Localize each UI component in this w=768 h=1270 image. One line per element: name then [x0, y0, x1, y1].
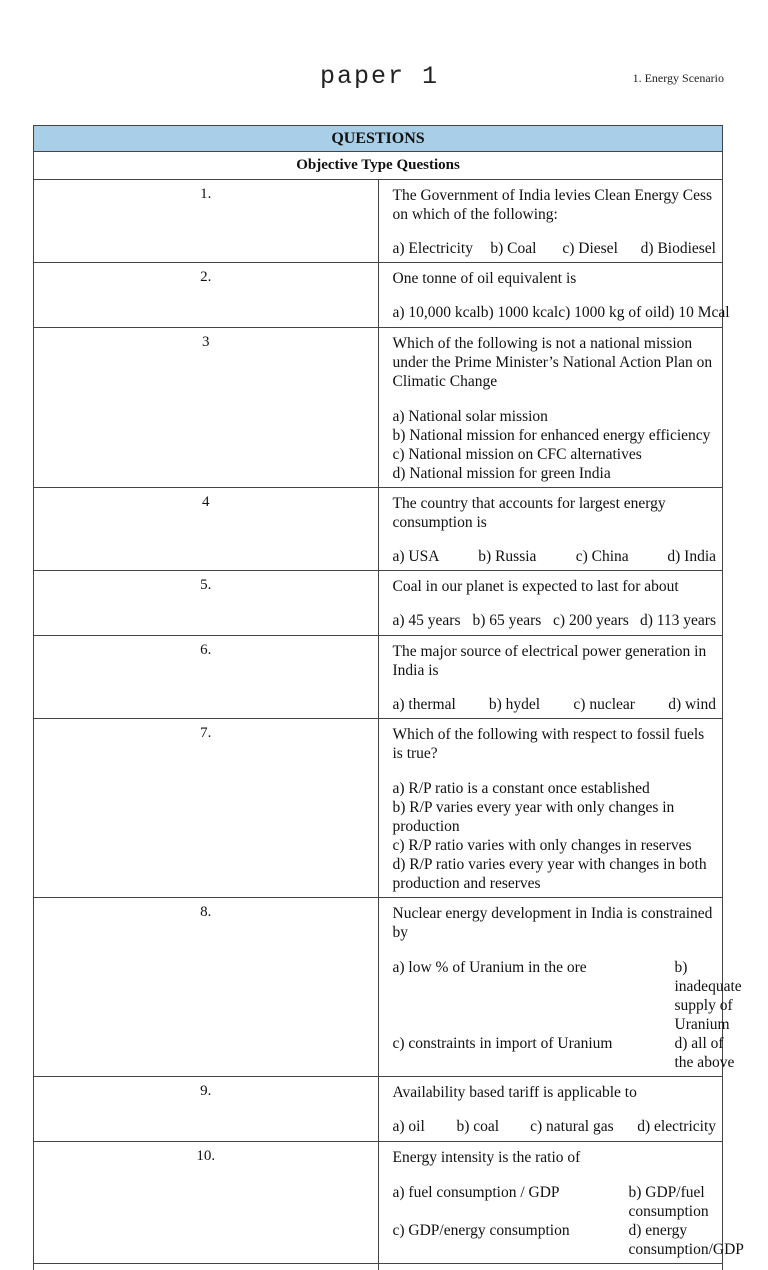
table-subheading: Objective Type Questions: [34, 152, 723, 180]
option: d) electricity: [637, 1118, 716, 1136]
option: b) 65 years: [472, 612, 553, 630]
question-text: One tonne of oil equivalent is: [393, 269, 717, 288]
question-row: [34, 1077, 723, 1142]
question-text: The Government of India levies Clean Energy Cess on which of the following:: [393, 186, 717, 224]
options-row: [393, 696, 717, 714]
option: b) GDP/fuel consumption: [629, 1183, 744, 1221]
option: d) energy consumption/GDP: [629, 1221, 744, 1259]
question-row: [34, 328, 723, 488]
option: d) 10 Mcal: [662, 304, 730, 322]
options-row: [393, 548, 717, 566]
option: c) 1000 kg of oil: [558, 304, 661, 322]
question-number: 4: [34, 488, 379, 571]
question-row: [34, 719, 723, 898]
question-row: [34, 898, 723, 1077]
options-row: [393, 1118, 717, 1136]
option: c) 200 years: [553, 612, 640, 630]
option: b) Coal: [490, 240, 562, 258]
question-number: 5.: [34, 571, 379, 636]
option: b) National mission for enhanced energy efficiency: [393, 426, 717, 445]
question-text: Availability based tariff is applicable to: [393, 1083, 717, 1102]
option: c) China: [576, 548, 668, 566]
chapter-label: 1. Energy Scenario: [633, 71, 724, 86]
question-text: Which of the following is not a national mission under the Prime Minister’s National Action Plan on Climatic Change: [393, 334, 717, 391]
question-row: [34, 263, 723, 328]
option: a) 45 years: [393, 612, 473, 630]
question-row: [34, 571, 723, 636]
option: d) R/P ratio varies every year with changes in both production and reserves: [393, 855, 717, 893]
option: c) constraints in import of Uranium: [393, 1034, 675, 1072]
option: a) USA: [393, 548, 479, 566]
options-grid: [393, 1183, 717, 1259]
option: c) GDP/energy consumption: [393, 1221, 629, 1259]
option: d) Biodiesel: [641, 240, 716, 258]
question-text: Nuclear energy development in India is constrained by: [393, 904, 717, 942]
question-number: 7.: [34, 719, 379, 898]
question-number: 1.: [34, 180, 379, 263]
option: a) oil: [393, 1118, 457, 1136]
options-row: [393, 304, 717, 322]
option: c) R/P ratio varies with only changes in reserves: [393, 836, 717, 855]
options-list: [393, 407, 717, 483]
options-list: [393, 779, 717, 893]
question-row: [34, 1142, 723, 1264]
option: d) National mission for green India: [393, 464, 717, 483]
questions-table: [33, 125, 723, 1270]
option: b) coal: [456, 1118, 530, 1136]
option: d) wind: [668, 696, 716, 714]
options-row: [393, 612, 717, 630]
option: c) National mission on CFC alternatives: [393, 445, 717, 464]
option: a) low % of Uranium in the ore: [393, 958, 675, 1034]
options-row: [393, 240, 717, 258]
question-number: 3: [34, 328, 379, 488]
option: a) 10,000 kcal: [393, 304, 481, 322]
option: a) R/P ratio is a constant once established: [393, 779, 717, 798]
option: b) inadequate supply of Uranium: [675, 958, 742, 1034]
question-row: [34, 488, 723, 571]
option: b) hydel: [489, 696, 574, 714]
question-text: The country that accounts for largest energy consumption is: [393, 494, 717, 532]
option: a) Electricity: [393, 240, 491, 258]
question-number: 6.: [34, 636, 379, 719]
options-grid: [393, 958, 717, 1072]
option: d) India: [667, 548, 716, 566]
option: d) all of the above: [675, 1034, 742, 1072]
option: a) National solar mission: [393, 407, 717, 426]
question-number: 2.: [34, 263, 379, 328]
question-text: Energy intensity is the ratio of: [393, 1148, 717, 1167]
table-bottom: [34, 1264, 723, 1270]
question-text: The major source of electrical power generation in India is: [393, 642, 717, 680]
option: c) nuclear: [573, 696, 668, 714]
question-row: [34, 180, 723, 263]
question-row: [34, 636, 723, 719]
table-heading: QUESTIONS: [34, 126, 723, 152]
option: a) thermal: [393, 696, 489, 714]
option: d) 113 years: [640, 612, 716, 630]
option: b) R/P varies every year with only changes in production: [393, 798, 717, 836]
option: c) natural gas: [530, 1118, 637, 1136]
question-text: Which of the following with respect to fossil fuels is true?: [393, 725, 717, 763]
question-number: 10.: [34, 1142, 379, 1264]
option: b) Russia: [478, 548, 575, 566]
question-number: 9.: [34, 1077, 379, 1142]
question-text: Coal in our planet is expected to last for about: [393, 577, 717, 596]
question-number: 8.: [34, 898, 379, 1077]
option: c) Diesel: [562, 240, 640, 258]
option: b) 1000 kcal: [481, 304, 558, 322]
option: a) fuel consumption / GDP: [393, 1183, 629, 1221]
page-title: paper 1: [320, 62, 439, 91]
